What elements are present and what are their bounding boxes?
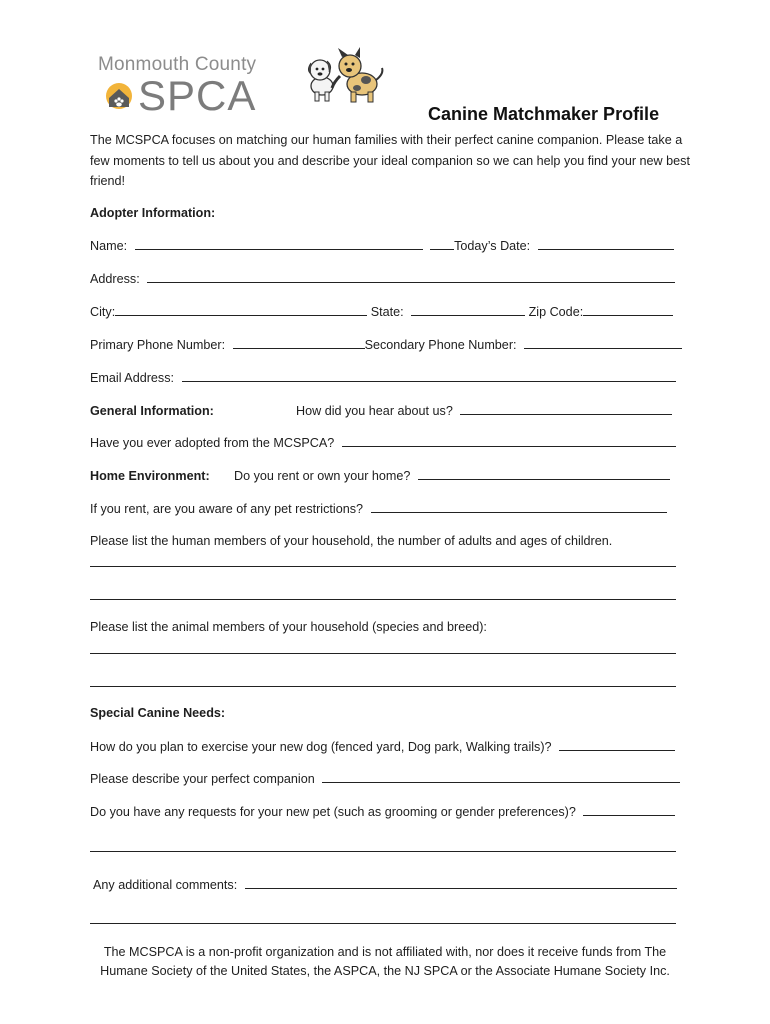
comments-label: Any additional comments: bbox=[93, 878, 238, 892]
animals-field-line-1[interactable] bbox=[90, 653, 676, 654]
comments-row bbox=[93, 875, 677, 893]
rent-field[interactable] bbox=[418, 466, 670, 480]
rent-label: Do you rent or own your home? bbox=[234, 469, 411, 483]
animals-label: Please list the animal members of your household (species and breed): bbox=[90, 620, 487, 634]
companion-row bbox=[90, 769, 680, 787]
city-row bbox=[90, 302, 673, 320]
address-label: Address: bbox=[90, 272, 140, 286]
humans-field-line-2[interactable] bbox=[90, 599, 676, 600]
name-label: Name: bbox=[90, 239, 128, 253]
name-field[interactable] bbox=[135, 236, 423, 250]
companion-field[interactable] bbox=[322, 769, 680, 783]
primary-phone-field[interactable] bbox=[233, 335, 365, 349]
dogs-illustration-icon bbox=[302, 46, 386, 104]
adopted-row bbox=[90, 433, 676, 451]
general-row bbox=[90, 401, 672, 419]
exercise-label: How do you plan to exercise your new dog (fenced yard, Dog park, Walking trails)? bbox=[90, 740, 552, 754]
humans-label: Please list the human members of your household, the number of adults and ages of children. bbox=[90, 534, 613, 548]
secondary-phone-field[interactable] bbox=[524, 335, 682, 349]
animals-field-line-2[interactable] bbox=[90, 686, 676, 687]
city-label: City: bbox=[90, 305, 116, 319]
companion-label: Please describe your perfect companion bbox=[90, 772, 315, 786]
hear-label: How did you hear about us? bbox=[296, 404, 453, 418]
home-heading: Home Environment: bbox=[90, 469, 210, 483]
primary-phone-label: Primary Phone Number: bbox=[90, 338, 226, 352]
phone-row bbox=[90, 335, 682, 353]
paw-logo-icon bbox=[99, 76, 139, 110]
state-field[interactable] bbox=[411, 302, 525, 316]
humans-field-line-1[interactable] bbox=[90, 566, 676, 567]
address-row bbox=[90, 269, 675, 287]
secondary-phone-label: Secondary Phone Number: bbox=[364, 338, 517, 352]
restrictions-label: If you rent, are you aware of any pet restrictions? bbox=[90, 502, 364, 516]
exercise-row bbox=[90, 737, 675, 755]
city-field[interactable] bbox=[115, 302, 367, 316]
comments-field[interactable] bbox=[245, 875, 677, 889]
name-row bbox=[90, 236, 674, 254]
logo-spca-text: SPCA bbox=[138, 72, 257, 119]
special-heading: Special Canine Needs: bbox=[90, 706, 226, 720]
requests-field-line-2[interactable] bbox=[90, 851, 676, 852]
adopter-heading: Adopter Information: bbox=[90, 206, 216, 220]
requests-row bbox=[90, 802, 675, 820]
hear-field[interactable] bbox=[460, 401, 672, 415]
name-field-tail[interactable] bbox=[430, 236, 454, 250]
state-label: State: bbox=[370, 305, 404, 319]
logo-county-text: Monmouth County bbox=[98, 54, 257, 75]
requests-label: Do you have any requests for your new pet (such as grooming or gender preferences)? bbox=[90, 805, 576, 819]
email-field[interactable] bbox=[182, 368, 676, 382]
intro-paragraph: The MCSPCA focuses on matching our human families with their perfect canine companion. Please take a few moments to tell us about you and describe your ideal companion so we can help you find your new best friend! bbox=[90, 133, 690, 188]
date-label: Today’s Date: bbox=[454, 239, 531, 253]
adopted-label: Have you ever adopted from the MCSPCA? bbox=[90, 436, 335, 450]
restrictions-row bbox=[90, 499, 667, 517]
general-heading: General Information: bbox=[90, 404, 214, 418]
form-title: Canine Matchmaker Profile bbox=[428, 104, 660, 124]
zip-label: Zip Code: bbox=[528, 305, 584, 319]
home-row bbox=[90, 466, 670, 484]
restrictions-field[interactable] bbox=[371, 499, 667, 513]
requests-field[interactable] bbox=[583, 802, 675, 816]
email-row bbox=[90, 368, 676, 386]
email-label: Email Address: bbox=[90, 371, 174, 385]
address-field[interactable] bbox=[147, 269, 675, 283]
date-field[interactable] bbox=[538, 236, 674, 250]
exercise-field[interactable] bbox=[559, 737, 675, 751]
footer-disclaimer: The MCSPCA is a non-profit organization and is not affiliated with, nor does it receive funds from The Humane Society of the United States, the ASPCA, the NJ SPCA or the Associate Humane Society Inc. bbox=[100, 945, 670, 978]
adopted-field[interactable] bbox=[342, 433, 676, 447]
comments-field-line-2[interactable] bbox=[90, 923, 676, 924]
zip-field[interactable] bbox=[583, 302, 673, 316]
